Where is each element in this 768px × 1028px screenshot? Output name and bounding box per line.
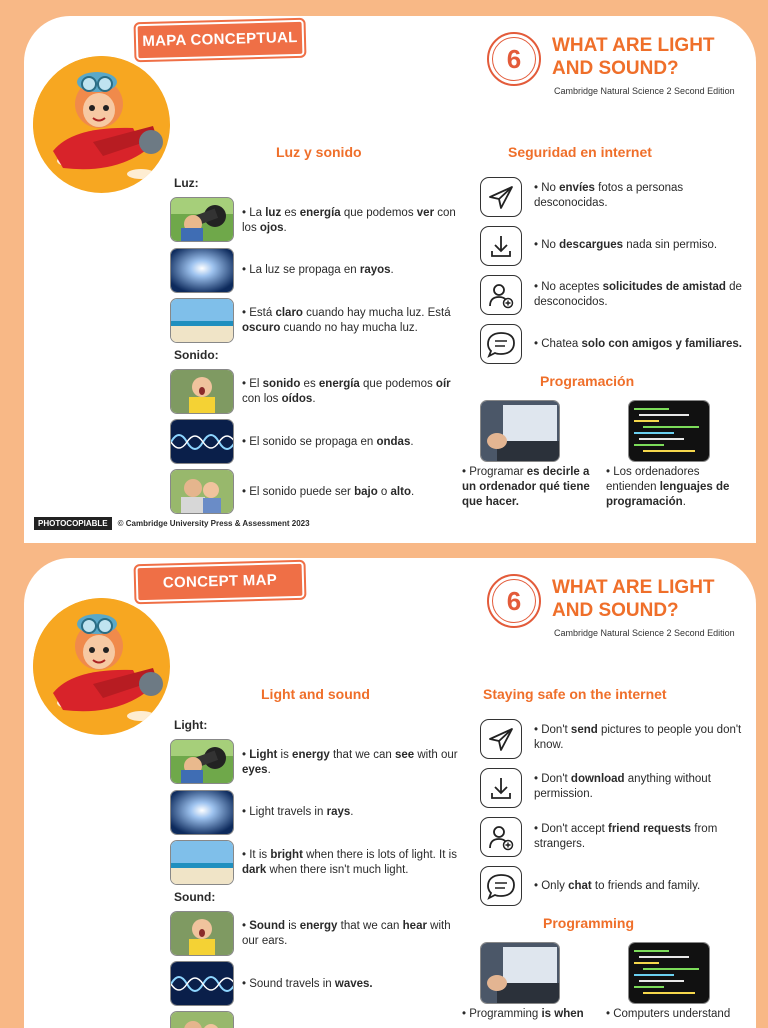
safety-item-3: • Don't accept friend requests from strangers.	[534, 823, 718, 850]
sound-item-1: • El sonido es energía que podemos oír con los oídos.	[242, 378, 451, 405]
pilot-girl-illustration	[33, 56, 170, 193]
light-item-1: • Light is energy that we can see with our eyes.	[242, 749, 458, 776]
add-friend-icon	[480, 275, 522, 315]
thumb-grandfather-child	[170, 469, 234, 514]
pilot-girl-illustration	[33, 598, 170, 735]
thumb-telescope-boy	[170, 739, 234, 784]
prog-item-1: • Programar es decirle a un ordenador qué tiene que hacer.	[462, 466, 590, 508]
right-heading: Seguridad en internet	[508, 144, 652, 160]
safety-item-2: • No descargues nada sin permiso.	[534, 239, 718, 251]
download-icon	[480, 768, 522, 808]
unit-title: WHAT ARE LIGHT AND SOUND?	[552, 35, 715, 79]
sound-item-1: • Sound is energy that we can hear with our ears.	[242, 920, 451, 947]
prog-item-2: • Los ordenadores entienden lenguajes de programación.	[606, 466, 730, 508]
thumb-shouting-boy	[170, 911, 234, 956]
concept-map-card-en	[24, 558, 756, 1028]
programming-heading: Programación	[540, 373, 635, 389]
light-item-2: • La luz se propaga en rayos.	[242, 264, 394, 276]
safety-item-1: • No envíes fotos a personas desconocidas.	[534, 182, 684, 209]
prog-item-1: • Programming is when	[462, 1008, 584, 1020]
left-heading: Luz y sonido	[276, 144, 362, 160]
banner-title: CONCEPT MAP	[136, 562, 305, 602]
light-label: Light:	[174, 718, 208, 732]
thumb-telescope-boy	[170, 197, 234, 242]
banner-title: MAPA CONCEPTUAL	[136, 20, 305, 60]
sound-item-3: • El sonido puede ser bajo o alto.	[242, 486, 415, 498]
unit-number-badge: 6	[487, 574, 541, 628]
thumb-shouting-boy	[170, 369, 234, 414]
chat-icon	[480, 324, 522, 364]
thumb-laptop-typing	[480, 942, 560, 1004]
light-item-3: • Está claro cuando hay mucha luz. Está oscuro cuando no hay mucha luz.	[242, 307, 451, 334]
safety-item-2: • Don't download anything without permission.	[534, 773, 711, 800]
safety-item-3: • No aceptes solicitudes de amistad de desconocidos.	[534, 281, 742, 308]
light-item-2: • Light travels in rays.	[242, 806, 354, 818]
concept-map-card-es	[24, 16, 756, 543]
unit-number-badge: 6	[487, 32, 541, 86]
unit-title: WHAT ARE LIGHT AND SOUND?	[552, 577, 715, 621]
thumb-light-rays	[170, 790, 234, 835]
safety-item-1: • Don't send pictures to people you don't know.	[534, 724, 742, 751]
thumb-code-screen	[628, 942, 710, 1004]
sound-item-2: • Sound travels in waves.	[242, 978, 373, 990]
download-icon	[480, 226, 522, 266]
thumb-code-screen	[628, 400, 710, 462]
light-item-3: • It is bright when there is lots of light. It is dark when there isn't much light.	[242, 849, 457, 876]
copyright: © Cambridge University Press & Assessment 2023	[117, 519, 310, 528]
right-heading: Staying safe on the internet	[483, 686, 667, 702]
footer	[34, 519, 310, 528]
thumb-light-rays	[170, 248, 234, 293]
thumb-beach	[170, 298, 234, 343]
light-label: Luz:	[174, 176, 199, 190]
send-icon	[480, 719, 522, 759]
light-item-1: • La luz es energía que podemos ver con los ojos.	[242, 207, 456, 234]
thumb-grandfather-child	[170, 1011, 234, 1028]
safety-item-4: • Only chat to friends and family.	[534, 880, 701, 892]
chat-icon	[480, 866, 522, 906]
thumb-beach	[170, 840, 234, 885]
unit-subtitle: Cambridge Natural Science 2 Second Edition	[554, 628, 735, 638]
unit-subtitle: Cambridge Natural Science 2 Second Edition	[554, 86, 735, 96]
add-friend-icon	[480, 817, 522, 857]
sound-item-2: • El sonido se propaga en ondas.	[242, 436, 414, 448]
sound-label: Sonido:	[174, 348, 219, 362]
thumb-sound-waves	[170, 961, 234, 1006]
sound-label: Sound:	[174, 890, 216, 904]
send-icon	[480, 177, 522, 217]
programming-heading: Programming	[543, 915, 635, 931]
safety-item-4: • Chatea solo con amigos y familiares.	[534, 338, 742, 350]
thumb-laptop-typing	[480, 400, 560, 462]
thumb-sound-waves	[170, 419, 234, 464]
photocopiable-tag: PHOTOCOPIABLE	[34, 517, 112, 530]
prog-item-2: • Computers understand	[606, 1008, 731, 1020]
left-heading: Light and sound	[261, 686, 370, 702]
